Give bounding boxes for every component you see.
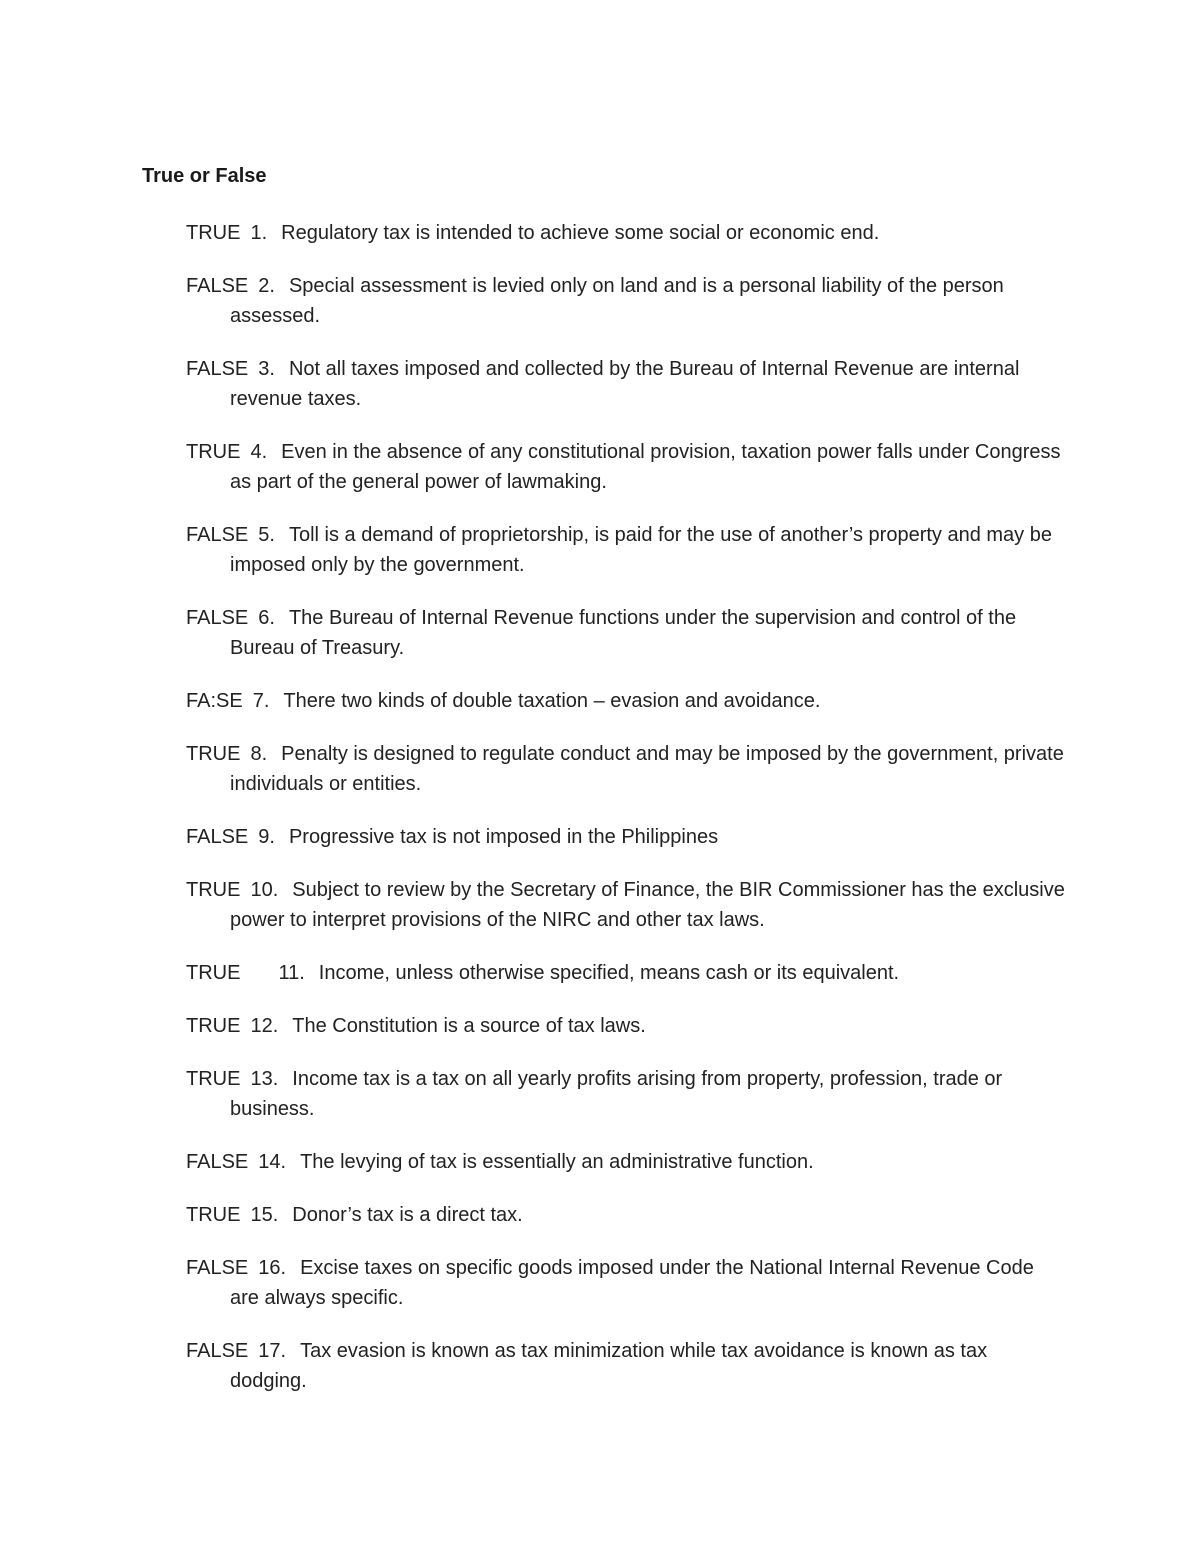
question-number: 4.: [250, 441, 268, 463]
question-text: Donor’s tax is a direct tax.: [292, 1204, 523, 1226]
answer-label: TRUE: [186, 222, 241, 244]
list-item: [186, 1253, 1066, 1313]
question-number: 17.: [258, 1340, 287, 1362]
question-number: 2.: [258, 275, 275, 297]
answer-label: TRUE: [186, 1015, 241, 1037]
question-text: Income, unless otherwise specified, means cash or its equivalent.: [318, 962, 900, 984]
question-number: 6.: [258, 607, 275, 629]
answer-label: FALSE: [186, 1151, 249, 1173]
question-text: Regulatory tax is intended to achieve some social or economic end.: [281, 222, 880, 244]
answer-label: FALSE: [186, 275, 249, 297]
question-text: Tax evasion is known as tax minimization while tax avoidance is known as tax dodging.: [230, 1340, 988, 1392]
answer-label: FALSE: [186, 1340, 249, 1362]
question-number: 9.: [258, 826, 275, 848]
list-item: [186, 1200, 1066, 1230]
question-number: 16.: [258, 1257, 287, 1279]
answer-label: TRUE: [186, 879, 241, 901]
question-text: The Constitution is a source of tax laws.: [292, 1015, 646, 1037]
answer-label: FALSE: [186, 358, 249, 380]
question-number: 8.: [250, 743, 268, 765]
question-text: Special assessment is levied only on land and is a personal liability of the person assessed.: [230, 275, 1004, 327]
question-number: 5.: [258, 524, 275, 546]
list-item: [186, 271, 1066, 331]
list-item: [186, 739, 1066, 799]
question-text: The levying of tax is essentially an administrative function.: [300, 1151, 814, 1173]
answer-label: TRUE: [186, 1204, 241, 1226]
question-text: Progressive tax is not imposed in the Philippines: [288, 826, 719, 848]
list-item: [186, 603, 1066, 663]
list-item: [186, 822, 1066, 852]
list-item: [186, 686, 1066, 716]
answer-label: FALSE: [186, 1257, 249, 1279]
question-number: 3.: [258, 358, 275, 380]
list-item: [186, 1011, 1066, 1041]
answer-label: FALSE: [186, 524, 249, 546]
question-text: Toll is a demand of proprietorship, is paid for the use of another’s property and may be imposed only by the government.: [230, 524, 1052, 576]
list-item: [186, 875, 1066, 935]
question-number: 7.: [252, 690, 270, 712]
question-text: Excise taxes on specific goods imposed under the National Internal Revenue Code are always specific.: [230, 1257, 1034, 1309]
question-number: 10.: [250, 879, 279, 901]
question-number: 13.: [250, 1068, 279, 1090]
list-item: [186, 354, 1066, 414]
answer-label: FALSE: [186, 826, 249, 848]
question-text: Penalty is designed to regulate conduct and may be imposed by the government, private individuals or entities.: [230, 743, 1064, 795]
list-item: [186, 437, 1066, 497]
list-item: [186, 1147, 1066, 1177]
question-text: The Bureau of Internal Revenue functions under the supervision and control of the Bureau of Treasury.: [230, 607, 1017, 659]
answer-label: TRUE: [186, 1068, 241, 1090]
list-item: [186, 1064, 1066, 1124]
answer-label: TRUE: [186, 962, 241, 984]
list-item: [186, 218, 1066, 248]
question-number: 12.: [250, 1015, 279, 1037]
question-text: There two kinds of double taxation – evasion and avoidance.: [283, 690, 821, 712]
answer-label: TRUE: [186, 743, 241, 765]
question-text: Subject to review by the Secretary of Finance, the BIR Commissioner has the exclusive power to interpret provisions of the NIRC and other tax laws.: [230, 879, 1065, 931]
question-text: Income tax is a tax on all yearly profits arising from property, profession, trade or business.: [230, 1068, 1003, 1120]
question-number: 11.: [278, 962, 305, 984]
question-text: Not all taxes imposed and collected by the Bureau of Internal Revenue are internal revenue taxes.: [230, 358, 1020, 410]
answer-label: TRUE: [186, 441, 241, 463]
answer-label: FALSE: [186, 607, 249, 629]
list-item: [186, 520, 1066, 580]
question-number: 1.: [250, 222, 268, 244]
question-number: 15.: [250, 1204, 279, 1226]
question-text: Even in the absence of any constitutional provision, taxation power falls under Congress as part of the general power of lawmaking.: [230, 441, 1061, 493]
answer-label: FA:SE: [186, 690, 243, 712]
list-item: [186, 958, 1066, 988]
question-number: 14.: [258, 1151, 287, 1173]
list-item: [186, 1336, 1066, 1396]
question-list: [186, 218, 1066, 1419]
section-heading: True or False: [142, 165, 267, 187]
